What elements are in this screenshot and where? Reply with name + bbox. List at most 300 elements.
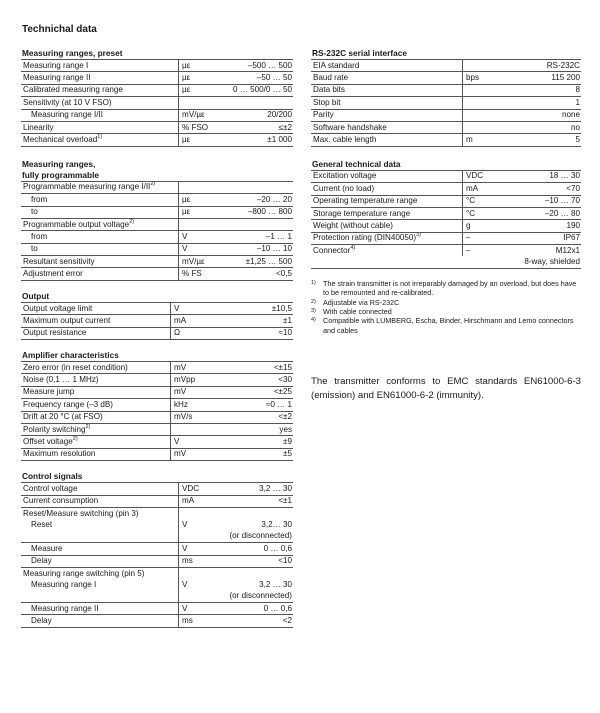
spec-label <box>311 256 463 268</box>
spec-label-text: Measure <box>31 543 63 553</box>
spec-label-text: from <box>31 194 48 204</box>
spec-value: <2 <box>214 615 293 627</box>
spec-row <box>311 256 581 268</box>
spec-row <box>21 327 293 339</box>
spec-label <box>21 362 171 374</box>
spec-label-text: Noise (0,1 … 1 MHz) <box>23 375 99 385</box>
spec-label <box>311 121 463 133</box>
spec-unit: mA <box>179 495 215 507</box>
spec-label <box>21 327 171 339</box>
spec-unit <box>463 256 511 268</box>
spec-value: 0 … 0,6 <box>214 543 293 555</box>
spec-label <box>21 181 179 193</box>
spec-row <box>21 218 293 230</box>
spec-row <box>311 121 581 133</box>
spec-value: 18 … 30 <box>510 170 581 182</box>
spec-label <box>21 121 179 133</box>
spec-value: ±5 <box>206 448 293 460</box>
spec-label <box>21 567 179 579</box>
spec-label <box>311 220 463 232</box>
spec-value: ≈10 <box>206 327 293 339</box>
spec-unit: µε <box>179 194 215 206</box>
spec-label <box>21 60 179 72</box>
spec-table <box>21 302 293 340</box>
spec-row <box>21 72 293 84</box>
spec-label <box>21 231 179 243</box>
spec-row <box>311 109 581 121</box>
spec-row <box>311 84 581 96</box>
spec-label <box>311 134 463 146</box>
spec-label <box>311 183 463 195</box>
spec-label <box>21 206 179 218</box>
spec-unit <box>463 109 511 121</box>
spec-value: 3,2 … 30 <box>259 579 292 589</box>
spec-unit: Ω <box>171 327 207 339</box>
spec-label <box>311 207 463 219</box>
spec-label-text: Resultant sensitivity <box>23 256 95 266</box>
spec-row <box>21 206 293 218</box>
spec-table <box>21 482 293 628</box>
spec-table <box>21 59 293 147</box>
footnote-ref: 4) <box>350 244 356 251</box>
spec-unit: V <box>179 231 215 243</box>
spec-label-text: Control voltage <box>23 483 78 493</box>
spec-row <box>21 268 293 280</box>
spec-label <box>21 591 179 603</box>
spec-row <box>311 134 581 146</box>
spec-label-text: Maximum output current <box>23 315 111 325</box>
spec-unit: mV/µε <box>179 109 215 121</box>
spec-label <box>21 579 179 590</box>
spec-value <box>214 97 293 109</box>
spec-value: –20 … 80 <box>510 207 581 219</box>
spec-value: 0 … 0,6 <box>214 603 293 615</box>
spec-row <box>21 121 293 133</box>
section-measuring-ranges-fully-programmable <box>21 159 293 281</box>
spec-label-text: Storage temperature range <box>313 208 411 218</box>
spec-label-text: Weight (without cable) <box>313 220 393 230</box>
footnote <box>311 279 581 298</box>
footnote-ref: 2) <box>129 218 135 225</box>
spec-row <box>311 97 581 109</box>
spec-row <box>21 436 293 448</box>
spec-value: –10 … 70 <box>510 195 581 207</box>
spec-unit <box>463 121 511 133</box>
section-title: RS-232C serial interface <box>312 48 408 58</box>
spec-label-text: Zero error (in reset condition) <box>23 362 128 372</box>
spec-label-text: Drift at 20 °C (at FSO) <box>23 412 103 422</box>
spec-label-text: EIA standard <box>313 60 360 70</box>
spec-value: <30 <box>206 374 293 386</box>
section-amplifier-characteristics <box>21 350 293 461</box>
spec-label <box>21 256 179 268</box>
spec-value: <±2 <box>206 411 293 423</box>
spec-value: 3,2 … 30 <box>214 483 293 495</box>
spec-row <box>21 555 293 567</box>
spec-label <box>21 109 179 121</box>
footnote-ref: 1) <box>97 133 103 140</box>
spec-table <box>21 181 293 281</box>
footnote-text: The strain transmitter is not irreparably damaged by an overload, but does have to be remounted and re-calibrated. <box>323 278 577 298</box>
spec-label-text: Measuring range I <box>31 579 97 589</box>
spec-row <box>21 194 293 206</box>
section-title: Control signals <box>22 471 83 482</box>
spec-unit: mV <box>171 448 207 460</box>
footnote-ref: 2) <box>150 181 156 188</box>
spec-label-text: Offset voltage <box>23 437 73 447</box>
spec-row <box>311 170 581 182</box>
spec-unit: g <box>463 220 511 232</box>
spec-row <box>311 232 581 244</box>
spec-value: <10 <box>214 555 293 567</box>
spec-row <box>311 207 581 219</box>
spec-label-text: Max. cable length <box>313 134 377 144</box>
spec-label <box>21 302 171 314</box>
spec-row <box>311 195 581 207</box>
spec-label-text: Data bits <box>313 85 345 95</box>
spec-row <box>21 362 293 374</box>
spec-value: 8 <box>510 84 581 96</box>
spec-label <box>311 245 463 257</box>
spec-label <box>21 555 179 567</box>
section-title: Measuring ranges, <box>22 158 96 169</box>
spec-value <box>214 181 293 193</box>
section-control-signals <box>21 471 293 628</box>
spec-label-text: to <box>31 244 38 254</box>
spec-value: 20/200 <box>214 109 293 121</box>
spec-label <box>21 218 179 230</box>
footnote-text: Compatible with LUMBERG, Escha, Binder, Hirschmann and Lemo connectors and cables <box>323 316 574 335</box>
spec-label-text: Delay <box>31 616 52 626</box>
spec-unit: V <box>179 519 215 530</box>
spec-value: yes <box>206 423 293 435</box>
spec-label <box>21 423 171 435</box>
spec-label <box>311 84 463 96</box>
spec-unit: VDC <box>179 483 215 495</box>
footnote-text: With cable connected <box>323 307 392 317</box>
spec-label <box>21 507 179 519</box>
spec-unit: VDC <box>463 170 511 182</box>
spec-unit: V <box>179 543 215 555</box>
spec-label-text: Polarity switching <box>23 424 86 434</box>
spec-label <box>21 243 179 255</box>
spec-unit: mV <box>171 386 207 398</box>
spec-label-text: Adjustment error <box>23 269 83 279</box>
spec-row <box>21 483 293 495</box>
spec-label <box>21 386 171 398</box>
spec-value: –500 … 500 <box>214 60 293 72</box>
spec-unit: °C <box>463 195 511 207</box>
spec-unit: kHz <box>171 399 207 411</box>
spec-unit: bps <box>463 72 511 84</box>
spec-unit: ms <box>179 615 215 627</box>
spec-row <box>21 543 293 555</box>
spec-table <box>21 361 293 461</box>
spec-unit: V <box>171 302 207 314</box>
spec-unit: µε <box>179 84 215 96</box>
spec-value <box>214 507 293 519</box>
spec-label <box>21 374 171 386</box>
spec-label-text: Output voltage limit <box>23 303 93 313</box>
spec-unit: mA <box>171 315 207 327</box>
spec-label-text: Measuring range II <box>23 73 91 83</box>
spec-label-text: Measure jump <box>23 387 75 397</box>
spec-unit: – <box>463 232 511 244</box>
spec-label-text: Programmable measuring range I/II <box>23 182 151 192</box>
spec-row <box>21 243 293 255</box>
spec-value: 190 <box>510 220 581 232</box>
spec-label <box>311 232 463 244</box>
spec-unit: – <box>463 245 511 257</box>
spec-label <box>21 495 179 507</box>
spec-label <box>21 84 179 96</box>
spec-label <box>311 72 463 84</box>
spec-row <box>21 97 293 109</box>
spec-unit: µε <box>179 134 215 146</box>
spec-row <box>21 302 293 314</box>
spec-value: ±10,5 <box>206 302 293 314</box>
spec-row <box>21 495 293 507</box>
spec-row <box>21 134 293 146</box>
spec-label-text: Reset <box>31 519 53 529</box>
spec-label-text: Calibrated measuring range <box>23 85 123 95</box>
spec-label-text: Current consumption <box>23 496 99 506</box>
spec-unit: mVpp <box>171 374 207 386</box>
spec-label <box>311 170 463 182</box>
spec-table <box>311 59 581 147</box>
spec-label <box>311 109 463 121</box>
section-title: Output <box>22 290 50 301</box>
footnote <box>311 298 581 307</box>
spec-unit: m <box>463 134 511 146</box>
spec-value: <±25 <box>206 386 293 398</box>
spec-label-text: Connector <box>313 245 351 255</box>
spec-unit: mV <box>171 362 207 374</box>
spec-value: –20 … 20 <box>214 194 293 206</box>
spec-value: <70 <box>510 183 581 195</box>
spec-label <box>311 97 463 109</box>
footnote-number: 3) <box>311 308 316 315</box>
spec-label-text: Measuring range switching (pin 5) <box>23 568 145 578</box>
spec-label-text: Baud rate <box>313 73 349 83</box>
spec-row <box>21 386 293 398</box>
spec-row <box>311 183 581 195</box>
section-general-technical-data <box>311 159 581 269</box>
spec-row <box>21 374 293 386</box>
spec-value: –1 … 1 <box>214 231 293 243</box>
spec-unit <box>179 181 215 193</box>
spec-label-text: Excitation voltage <box>313 171 377 181</box>
spec-unit: µε <box>179 206 215 218</box>
spec-value: ±1 000 <box>214 134 293 146</box>
footnote-ref: 2) <box>72 436 78 443</box>
spec-row <box>21 507 293 519</box>
spec-unit: V <box>179 579 215 590</box>
spec-label <box>21 603 179 615</box>
spec-unit: mV/µε <box>179 256 215 268</box>
spec-row <box>311 245 581 257</box>
spec-unit <box>171 423 207 435</box>
footnote <box>311 307 581 316</box>
spec-row <box>21 567 293 579</box>
spec-label <box>21 543 179 555</box>
spec-label-text: from <box>31 231 48 241</box>
spec-value: –800 … 800 <box>214 206 293 218</box>
spec-unit: µε <box>179 60 215 72</box>
spec-unit <box>463 60 511 72</box>
page-title: Technichal data <box>22 24 97 35</box>
spec-label-text: Sensitivity (at 10 V FSO) <box>23 97 112 107</box>
spec-label <box>21 399 171 411</box>
spec-label-text: Protection rating (DIN40050) <box>313 233 417 243</box>
spec-row <box>21 399 293 411</box>
spec-row <box>21 579 293 590</box>
spec-unit: V <box>179 603 215 615</box>
spec-row <box>21 60 293 72</box>
spec-label <box>21 97 179 109</box>
spec-unit: % FS <box>179 268 215 280</box>
spec-label <box>21 483 179 495</box>
spec-value <box>214 218 293 230</box>
spec-value: RS-232C <box>510 60 581 72</box>
spec-label-text: Reset/Measure switching (pin 3) <box>23 508 139 518</box>
spec-row <box>21 84 293 96</box>
spec-unit: mA <box>463 183 511 195</box>
spec-row <box>21 448 293 460</box>
spec-value: ≈0 … 1 <box>206 399 293 411</box>
section-title: fully programmable <box>22 169 99 180</box>
spec-label <box>21 315 171 327</box>
spec-value: –50 … 50 <box>214 72 293 84</box>
spec-unit: ms <box>179 555 215 567</box>
right-column <box>311 48 581 403</box>
spec-row <box>21 109 293 121</box>
spec-row <box>21 256 293 268</box>
spec-row <box>21 591 293 603</box>
spec-label <box>21 436 171 448</box>
spec-label-text: Linearity <box>23 122 54 132</box>
spec-row <box>21 615 293 627</box>
spec-label <box>21 194 179 206</box>
spec-unit: V <box>171 436 207 448</box>
spec-unit <box>463 97 511 109</box>
section-measuring-ranges-preset <box>21 48 293 147</box>
spec-value: 3,2… 30 <box>261 519 292 529</box>
spec-unit <box>179 591 215 603</box>
spec-unit <box>463 84 511 96</box>
right-tables <box>311 48 581 269</box>
spec-label-text: Stop bit <box>313 97 341 107</box>
spec-value: IP67 <box>510 232 581 244</box>
spec-value: 0 … 500/0 … 50 <box>214 84 293 96</box>
spec-label-text: Maximum resolution <box>23 449 96 459</box>
spec-row <box>21 531 293 543</box>
section-rs-232c-serial-interface <box>311 48 581 147</box>
footnote-number: 1) <box>311 279 316 286</box>
spec-row <box>21 603 293 615</box>
section-title: Measuring ranges, preset <box>22 48 123 58</box>
emc-statement: The transmitter conforms to EMC standards EN61000-6-3 (emission) and EN61000-6-2 (immunity). <box>311 376 581 402</box>
spec-label <box>21 72 179 84</box>
spec-unit: °C <box>463 207 511 219</box>
spec-unit: mV/s <box>171 411 207 423</box>
spec-value: ≤±2 <box>214 121 293 133</box>
spec-label-text: Measuring range I <box>23 60 89 70</box>
spec-row <box>311 220 581 232</box>
spec-label-text: Programmable output voltage <box>23 219 130 229</box>
spec-table <box>311 170 581 269</box>
spec-value: ±1 <box>206 315 293 327</box>
footnotes <box>311 279 581 335</box>
spec-row <box>311 72 581 84</box>
spec-label-text: to <box>31 207 38 217</box>
spec-row <box>21 181 293 193</box>
spec-label-text: Frequency range (–3 dB) <box>23 399 113 409</box>
spec-label <box>21 411 171 423</box>
spec-label <box>21 531 179 543</box>
spec-unit <box>179 218 215 230</box>
spec-label-text: Operating temperature range <box>313 196 418 206</box>
spec-label <box>21 134 179 146</box>
spec-value: 5 <box>510 134 581 146</box>
section-title: Amplifier characteristics <box>22 350 119 361</box>
spec-label <box>21 268 179 280</box>
spec-value: (or disconnected) <box>214 531 293 543</box>
spec-value: <±15 <box>206 362 293 374</box>
spec-label-text: Mechanical overload <box>23 134 98 144</box>
section-output <box>21 291 293 340</box>
spec-unit: % FSO <box>179 121 215 133</box>
spec-label-text: Measuring range II <box>31 603 99 613</box>
spec-label <box>311 60 463 72</box>
spec-value: 1 <box>510 97 581 109</box>
spec-row <box>21 519 293 530</box>
spec-value: (or disconnected) <box>214 591 293 603</box>
spec-row <box>21 411 293 423</box>
footnote-text: Adjustable via RS-232C <box>323 297 400 307</box>
spec-row <box>21 423 293 435</box>
footnote-ref: 3) <box>416 232 421 239</box>
spec-row <box>21 315 293 327</box>
footnote-number: 4) <box>311 317 316 324</box>
footnote <box>311 316 581 335</box>
spec-label-text: Output resistance <box>23 328 87 338</box>
spec-value: none <box>510 109 581 121</box>
spec-unit: V <box>179 243 215 255</box>
footnote-ref: 2) <box>85 423 91 430</box>
spec-unit: µε <box>179 72 215 84</box>
spec-label <box>21 615 179 627</box>
spec-unit <box>179 531 215 543</box>
spec-row <box>311 60 581 72</box>
spec-value: ±1,25 … 500 <box>214 256 293 268</box>
spec-value: ±9 <box>206 436 293 448</box>
spec-label <box>21 448 171 460</box>
spec-unit <box>179 567 215 579</box>
spec-label-text: Delay <box>31 556 52 566</box>
spec-label-text: Current (no load) <box>313 183 375 193</box>
footnote-number: 2) <box>311 298 316 305</box>
spec-unit <box>179 507 215 519</box>
spec-label-text: Measuring range I/II <box>31 110 103 120</box>
spec-value: no <box>510 121 581 133</box>
left-column <box>21 48 293 628</box>
spec-row <box>21 231 293 243</box>
spec-label <box>311 195 463 207</box>
spec-label-text: Software handshake <box>313 122 387 132</box>
spec-value: 8-way, shielded <box>510 256 581 268</box>
spec-value: –10 … 10 <box>214 243 293 255</box>
